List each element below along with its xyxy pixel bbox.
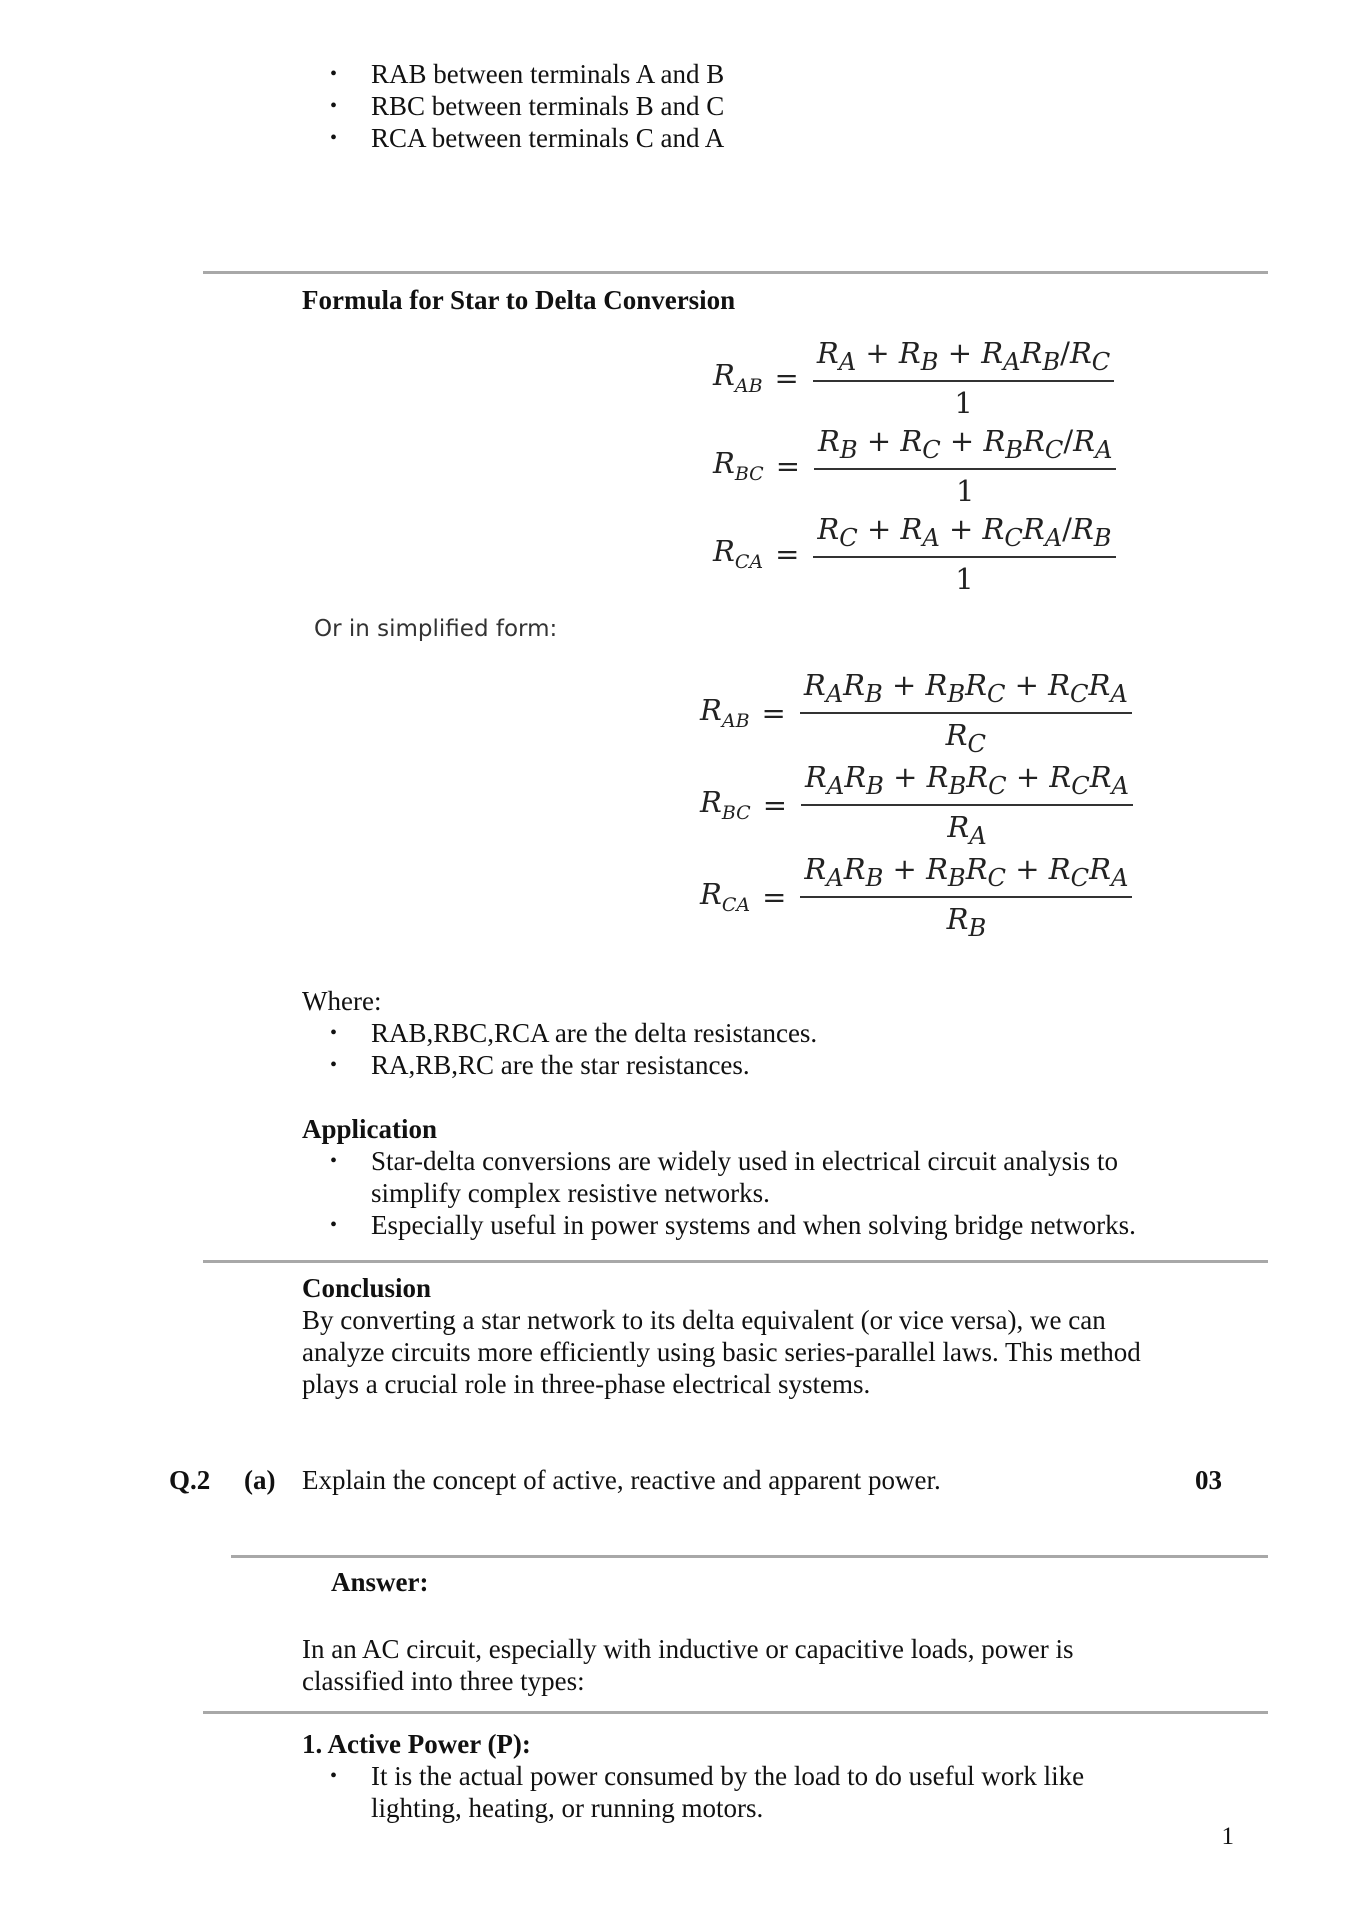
equation-rbc-full: [713, 424, 1116, 508]
bullet-marker: •: [330, 127, 338, 149]
bullet-marker: •: [330, 1150, 338, 1172]
bullet-marker: •: [330, 95, 338, 117]
simplified-form-label: Or in simplified form:: [314, 616, 558, 642]
equation-lhs: $R_{BC}$: [700, 785, 751, 825]
equation-rca-full: [713, 512, 1116, 596]
equals-sign: =: [774, 360, 799, 395]
equals-sign: =: [762, 879, 787, 914]
where-bullet-star: RA,RB,RC are the star resistances.: [371, 1050, 750, 1080]
numerator: $R_B + R_C + R_BR_C/R_A$: [814, 424, 1116, 470]
horizontal-rule: [203, 271, 1268, 274]
equals-sign: =: [761, 695, 786, 730]
equals-sign: =: [775, 448, 801, 483]
conclusion-line-2: analyze circuits more efficiently using basic series-parallel laws. This method: [302, 1337, 1141, 1367]
question-text: Explain the concept of active, reactive and apparent power.: [302, 1465, 941, 1495]
answer-intro-line-2: classified into three types:: [302, 1666, 585, 1696]
bullet-rca: RCA between terminals C and A: [371, 123, 725, 153]
active-power-heading: 1. Active Power (P):: [302, 1729, 531, 1759]
bullet-rbc: RBC between terminals B and C: [371, 91, 725, 121]
fraction: [800, 852, 1132, 942]
active-power-bullet-line-2: lighting, heating, or running motors.: [371, 1793, 764, 1823]
question-part: (a): [244, 1465, 276, 1495]
equation-rbc-simplified: [700, 760, 1133, 850]
denominator: 1: [954, 385, 973, 420]
equation-rab-full: [713, 336, 1114, 420]
conclusion-line-3: plays a crucial role in three-phase electrical systems.: [302, 1369, 871, 1399]
where-bullet-delta: RAB,RBC,RCA are the delta resistances.: [371, 1018, 818, 1048]
formula-heading: Formula for Star to Delta Conversion: [302, 285, 736, 315]
question-number: Q.2: [169, 1465, 211, 1495]
page-number: 1: [1221, 1823, 1234, 1850]
fraction: [801, 760, 1133, 850]
numerator: $R_A + R_B + R_AR_B/R_C$: [813, 336, 1114, 382]
fraction: [814, 424, 1116, 508]
denominator: $R_A$: [947, 809, 987, 850]
equals-sign: =: [762, 787, 788, 822]
equation-lhs: $R_{CA}$: [713, 534, 764, 574]
equals-sign: =: [775, 536, 800, 571]
horizontal-rule: [203, 1711, 1268, 1714]
equation-lhs: $R_{AB}$: [713, 358, 763, 398]
denominator: 1: [955, 561, 974, 596]
fraction: [813, 512, 1115, 596]
equation-lhs: $R_{CA}$: [700, 877, 751, 917]
bullet-marker: •: [330, 1022, 338, 1044]
fraction: [813, 336, 1114, 420]
equation-lhs: $R_{AB}$: [700, 693, 750, 733]
answer-label: Answer:: [331, 1567, 429, 1597]
bullet-marker: •: [330, 63, 338, 85]
fraction: [800, 668, 1132, 758]
numerator: $R_AR_B + R_BR_C + R_CR_A$: [800, 852, 1132, 898]
conclusion-heading: Conclusion: [302, 1273, 432, 1303]
application-bullet-1-line-2: simplify complex resistive networks.: [371, 1178, 770, 1208]
active-power-bullet-line-1: It is the actual power consumed by the load to do useful work like: [371, 1761, 1085, 1791]
bullet-marker: •: [330, 1214, 338, 1236]
bullet-rab: RAB between terminals A and B: [371, 59, 725, 89]
numerator: $R_AR_B + R_BR_C + R_CR_A$: [800, 668, 1132, 714]
question-marks: 03: [1195, 1465, 1222, 1495]
denominator: $R_B$: [946, 901, 987, 942]
equation-lhs: $R_{BC}$: [713, 446, 764, 486]
horizontal-rule: [231, 1555, 1268, 1558]
application-bullet-2: Especially useful in power systems and when solving bridge networks.: [371, 1210, 1136, 1240]
numerator: $R_AR_B + R_BR_C + R_CR_A$: [801, 760, 1133, 806]
denominator: 1: [956, 473, 975, 508]
numerator: $R_C + R_A + R_CR_A/R_B$: [813, 512, 1115, 558]
application-heading: Application: [302, 1114, 438, 1144]
application-bullet-1-line-1: Star-delta conversions are widely used in electrical circuit analysis to: [371, 1146, 1118, 1176]
where-label: Where:: [302, 986, 382, 1016]
denominator: $R_C$: [945, 717, 986, 758]
equation-rca-simplified: [700, 852, 1132, 942]
bullet-marker: •: [330, 1054, 338, 1076]
conclusion-line-1: By converting a star network to its delta equivalent (or vice versa), we can: [302, 1305, 1106, 1335]
answer-intro-line-1: In an AC circuit, especially with inductive or capacitive loads, power is: [302, 1634, 1074, 1664]
bullet-marker: •: [330, 1765, 338, 1787]
horizontal-rule: [203, 1260, 1268, 1263]
equation-rab-simplified: [700, 668, 1132, 758]
